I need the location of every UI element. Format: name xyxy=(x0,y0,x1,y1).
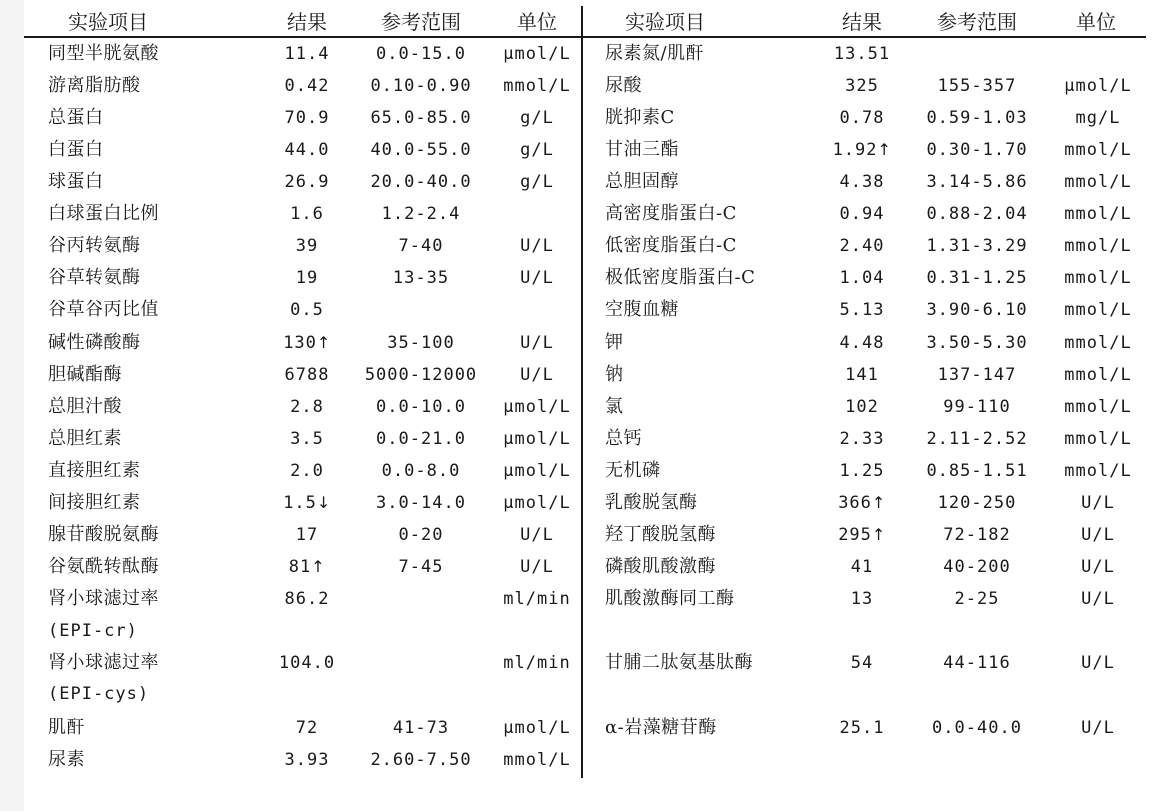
result-number: 1.92 xyxy=(832,140,878,160)
result-value xyxy=(840,331,885,355)
test-name: 碱性磷酸酶 xyxy=(48,332,141,353)
result-value xyxy=(296,266,318,290)
result-number: 19 xyxy=(295,268,319,288)
result-number: 1.5 xyxy=(283,493,317,513)
reference-range: 3.0-14.0 xyxy=(376,493,466,513)
result-number: 102 xyxy=(845,397,879,417)
test-name: 钾 xyxy=(605,332,624,353)
reference-range: 72-182 xyxy=(943,525,1011,545)
reference-range: 7-40 xyxy=(398,236,444,256)
result-number: 2.33 xyxy=(839,429,885,449)
reference-range: 5000-12000 xyxy=(364,365,478,385)
arrow-up-icon: ↑ xyxy=(871,525,886,544)
result-value xyxy=(834,42,890,66)
reference-range: 120-250 xyxy=(937,493,1017,513)
test-name: 游离脂肪酸 xyxy=(48,75,141,96)
test-name: 尿酸 xyxy=(605,75,642,96)
unit: mmol/L xyxy=(503,76,571,96)
result-number: 1.6 xyxy=(290,204,324,224)
unit: mmol/L xyxy=(1064,300,1132,320)
result-value xyxy=(840,266,885,290)
unit: mmol/L xyxy=(1064,268,1132,288)
result-number: 0.78 xyxy=(839,108,885,128)
column-divider xyxy=(581,6,583,778)
unit: mg/L xyxy=(1075,108,1121,128)
unit: U/L xyxy=(520,268,554,288)
test-name: 谷丙转氨酶 xyxy=(48,235,141,256)
result-number: 3.93 xyxy=(284,750,330,770)
result-number: 54 xyxy=(850,653,874,673)
reference-range: 0.31-1.25 xyxy=(926,268,1028,288)
header-range-left: 参考范围 xyxy=(381,10,461,34)
result-value xyxy=(845,363,879,387)
reference-range: 40-200 xyxy=(943,557,1011,577)
unit: mmol/L xyxy=(1064,429,1132,449)
header-unit-right: 单位 xyxy=(1076,10,1116,34)
result-number: 5.13 xyxy=(839,300,885,320)
result-number: 26.9 xyxy=(284,172,330,192)
reference-range: 2.11-2.52 xyxy=(926,429,1028,449)
reference-range: 3.90-6.10 xyxy=(926,300,1028,320)
test-name: 总胆固醇 xyxy=(605,171,679,192)
unit: μmol/L xyxy=(503,493,571,513)
result-number: 86.2 xyxy=(284,589,330,609)
result-number: 104.0 xyxy=(278,653,336,673)
result-value xyxy=(283,331,331,355)
test-name: 直接胆红素 xyxy=(48,460,141,481)
unit: U/L xyxy=(1081,653,1115,673)
test-name-suffix: (EPI-cr) xyxy=(48,621,138,641)
test-name: 胆碱酯酶 xyxy=(48,364,122,385)
result-value xyxy=(840,298,885,322)
unit: ml/min xyxy=(503,589,571,609)
result-value xyxy=(840,459,885,483)
test-name: 尿素 xyxy=(48,749,85,770)
result-value xyxy=(296,716,318,740)
unit: mmol/L xyxy=(1064,236,1132,256)
result-number: 13 xyxy=(850,589,874,609)
test-name: 间接胆红素 xyxy=(48,492,141,513)
header-rule xyxy=(24,36,1146,38)
unit: U/L xyxy=(1081,589,1115,609)
result-value xyxy=(283,491,331,515)
result-number: 2.8 xyxy=(290,397,324,417)
result-number: 295 xyxy=(838,525,872,545)
result-number: 0.94 xyxy=(839,204,885,224)
reference-range: 0.59-1.03 xyxy=(926,108,1028,128)
reference-range: 7-45 xyxy=(398,557,444,577)
result-value xyxy=(840,170,885,194)
header-unit-left: 单位 xyxy=(517,10,557,34)
unit: U/L xyxy=(520,557,554,577)
result-number: 3.5 xyxy=(290,429,324,449)
arrow-up-icon: ↑ xyxy=(311,557,326,576)
unit: μmol/L xyxy=(503,429,571,449)
test-name: 肌酐 xyxy=(48,717,85,738)
result-number: 130 xyxy=(283,333,317,353)
result-value xyxy=(290,427,324,451)
unit: mmol/L xyxy=(503,750,571,770)
header-result-left: 结果 xyxy=(287,10,327,34)
result-number: 81 xyxy=(288,557,312,577)
reference-range: 40.0-55.0 xyxy=(370,140,472,160)
test-name: 肾小球滤过率 xyxy=(48,652,159,673)
unit: mmol/L xyxy=(1064,461,1132,481)
test-name: 谷草谷丙比值 xyxy=(48,299,159,320)
result-value xyxy=(285,748,330,772)
test-name: 腺苷酸脱氨酶 xyxy=(48,524,159,545)
unit: μmol/L xyxy=(503,718,571,738)
result-value xyxy=(285,363,330,387)
reference-range: 3.14-5.86 xyxy=(926,172,1028,192)
reference-range: 137-147 xyxy=(937,365,1017,385)
unit: μmol/L xyxy=(503,397,571,417)
unit: mmol/L xyxy=(1064,140,1132,160)
unit: mmol/L xyxy=(1064,333,1132,353)
reference-range: 99-110 xyxy=(943,397,1011,417)
unit: g/L xyxy=(520,140,554,160)
test-name: 甘脯二肽氨基肽酶 xyxy=(605,652,753,673)
test-name: 肌酸激酶同工酶 xyxy=(605,588,735,609)
result-number: 41 xyxy=(850,557,874,577)
reference-range: 0.0-40.0 xyxy=(932,718,1022,738)
test-name-suffix: (EPI-cys) xyxy=(48,684,150,704)
unit: mmol/L xyxy=(1064,397,1132,417)
test-name: 总胆汁酸 xyxy=(48,396,122,417)
result-number: 2.40 xyxy=(839,236,885,256)
reference-range: 1.2-2.4 xyxy=(381,204,461,224)
unit: U/L xyxy=(520,365,554,385)
result-value xyxy=(840,716,885,740)
result-value xyxy=(851,651,873,675)
test-name: 乳酸脱氢酶 xyxy=(605,492,698,513)
reference-range: 0.85-1.51 xyxy=(926,461,1028,481)
unit: U/L xyxy=(1081,525,1115,545)
unit: U/L xyxy=(520,236,554,256)
result-number: 0.5 xyxy=(290,300,324,320)
reference-range: 0.0-8.0 xyxy=(381,461,461,481)
reference-range: 35-100 xyxy=(387,333,455,353)
unit: U/L xyxy=(1081,718,1115,738)
unit: U/L xyxy=(1081,493,1115,513)
reference-range: 2.60-7.50 xyxy=(370,750,472,770)
result-value xyxy=(289,555,325,579)
result-number: 13.51 xyxy=(833,44,891,64)
test-name: 球蛋白 xyxy=(48,171,104,192)
arrow-down-icon: ↓ xyxy=(316,493,331,512)
result-value xyxy=(285,587,330,611)
result-value xyxy=(296,234,318,258)
reference-range: 0-20 xyxy=(398,525,444,545)
unit: ml/min xyxy=(503,653,571,673)
unit: U/L xyxy=(520,525,554,545)
test-name: 同型半胱氨酸 xyxy=(48,43,159,64)
test-name: 钠 xyxy=(605,364,624,385)
result-value xyxy=(840,202,885,226)
arrow-up-icon: ↑ xyxy=(316,333,331,352)
result-number: 44.0 xyxy=(284,140,330,160)
test-name: 总钙 xyxy=(605,428,642,449)
result-value xyxy=(840,106,885,130)
result-value xyxy=(296,523,318,547)
result-number: 366 xyxy=(838,493,872,513)
test-name: 谷草转氨酶 xyxy=(48,267,141,288)
result-number: 4.38 xyxy=(839,172,885,192)
test-name: 白蛋白 xyxy=(48,139,104,160)
result-value xyxy=(851,587,873,611)
test-name: 无机磷 xyxy=(605,460,661,481)
test-name: 尿素氮/肌酐 xyxy=(605,43,705,64)
unit: μmol/L xyxy=(503,44,571,64)
unit: g/L xyxy=(520,172,554,192)
unit: mmol/L xyxy=(1064,365,1132,385)
result-value xyxy=(845,74,879,98)
result-number: 2.0 xyxy=(290,461,324,481)
unit: g/L xyxy=(520,108,554,128)
result-value xyxy=(285,138,330,162)
reference-range: 44-116 xyxy=(943,653,1011,673)
test-name: 低密度脂蛋白-C xyxy=(605,235,737,256)
header-range-right: 参考范围 xyxy=(937,10,1017,34)
reference-range: 0.0-15.0 xyxy=(376,44,466,64)
result-number: 1.25 xyxy=(839,461,885,481)
reference-range: 0.88-2.04 xyxy=(926,204,1028,224)
unit: mmol/L xyxy=(1064,204,1132,224)
reference-range: 0.10-0.90 xyxy=(370,76,472,96)
result-number: 39 xyxy=(295,236,319,256)
unit: μmol/L xyxy=(503,461,571,481)
result-number: 1.04 xyxy=(839,268,885,288)
result-number: 25.1 xyxy=(839,718,885,738)
result-value xyxy=(285,42,330,66)
test-name: 总蛋白 xyxy=(48,107,104,128)
test-name: 羟丁酸脱氢酶 xyxy=(605,524,716,545)
reference-range: 65.0-85.0 xyxy=(370,108,472,128)
test-name: 总胆红素 xyxy=(48,428,122,449)
test-name: 谷氨酰转酞酶 xyxy=(48,556,159,577)
result-value xyxy=(840,427,885,451)
header-result-right: 结果 xyxy=(842,10,882,34)
result-value xyxy=(840,234,885,258)
result-number: 6788 xyxy=(284,365,330,385)
result-number: 325 xyxy=(845,76,879,96)
result-number: 70.9 xyxy=(284,108,330,128)
test-name: α-岩藻糖苷酶 xyxy=(605,717,717,738)
test-name: 高密度脂蛋白-C xyxy=(605,203,737,224)
result-value xyxy=(833,138,892,162)
unit: U/L xyxy=(1081,557,1115,577)
test-name: 空腹血糖 xyxy=(605,299,679,320)
header-item-left: 实验项目 xyxy=(68,10,148,34)
result-value xyxy=(290,459,324,483)
result-value xyxy=(838,523,886,547)
result-number: 17 xyxy=(295,525,319,545)
result-number: 11.4 xyxy=(284,44,330,64)
result-value xyxy=(851,555,873,579)
test-name: 胱抑素C xyxy=(605,107,675,128)
reference-range: 155-357 xyxy=(937,76,1017,96)
result-value xyxy=(845,395,879,419)
reference-range: 20.0-40.0 xyxy=(370,172,472,192)
result-value xyxy=(290,202,324,226)
test-name: 肾小球滤过率 xyxy=(48,588,159,609)
test-name: 甘油三酯 xyxy=(605,139,679,160)
test-name: 磷酸肌酸激酶 xyxy=(605,556,716,577)
unit: mmol/L xyxy=(1064,172,1132,192)
result-value xyxy=(285,74,330,98)
result-value xyxy=(290,395,324,419)
unit: U/L xyxy=(520,333,554,353)
result-number: 141 xyxy=(845,365,879,385)
reference-range: 2-25 xyxy=(954,589,1000,609)
reference-range: 41-73 xyxy=(392,718,450,738)
test-name: 氯 xyxy=(605,396,624,417)
result-value xyxy=(838,491,886,515)
arrow-up-icon: ↑ xyxy=(871,493,886,512)
test-name: 白球蛋白比例 xyxy=(48,203,159,224)
reference-range: 0.30-1.70 xyxy=(926,140,1028,160)
reference-range: 1.31-3.29 xyxy=(926,236,1028,256)
result-value xyxy=(279,651,335,675)
result-value xyxy=(290,298,324,322)
result-number: 4.48 xyxy=(839,333,885,353)
unit: μmol/L xyxy=(1064,76,1132,96)
reference-range: 13-35 xyxy=(392,268,450,288)
reference-range: 0.0-10.0 xyxy=(376,397,466,417)
result-value xyxy=(285,170,330,194)
result-number: 0.42 xyxy=(284,76,330,96)
arrow-up-icon: ↑ xyxy=(877,140,892,159)
result-number: 72 xyxy=(295,718,319,738)
reference-range: 3.50-5.30 xyxy=(926,333,1028,353)
reference-range: 0.0-21.0 xyxy=(376,429,466,449)
header-item-right: 实验项目 xyxy=(625,10,705,34)
test-name: 极低密度脂蛋白-C xyxy=(605,267,756,288)
result-value xyxy=(285,106,330,130)
